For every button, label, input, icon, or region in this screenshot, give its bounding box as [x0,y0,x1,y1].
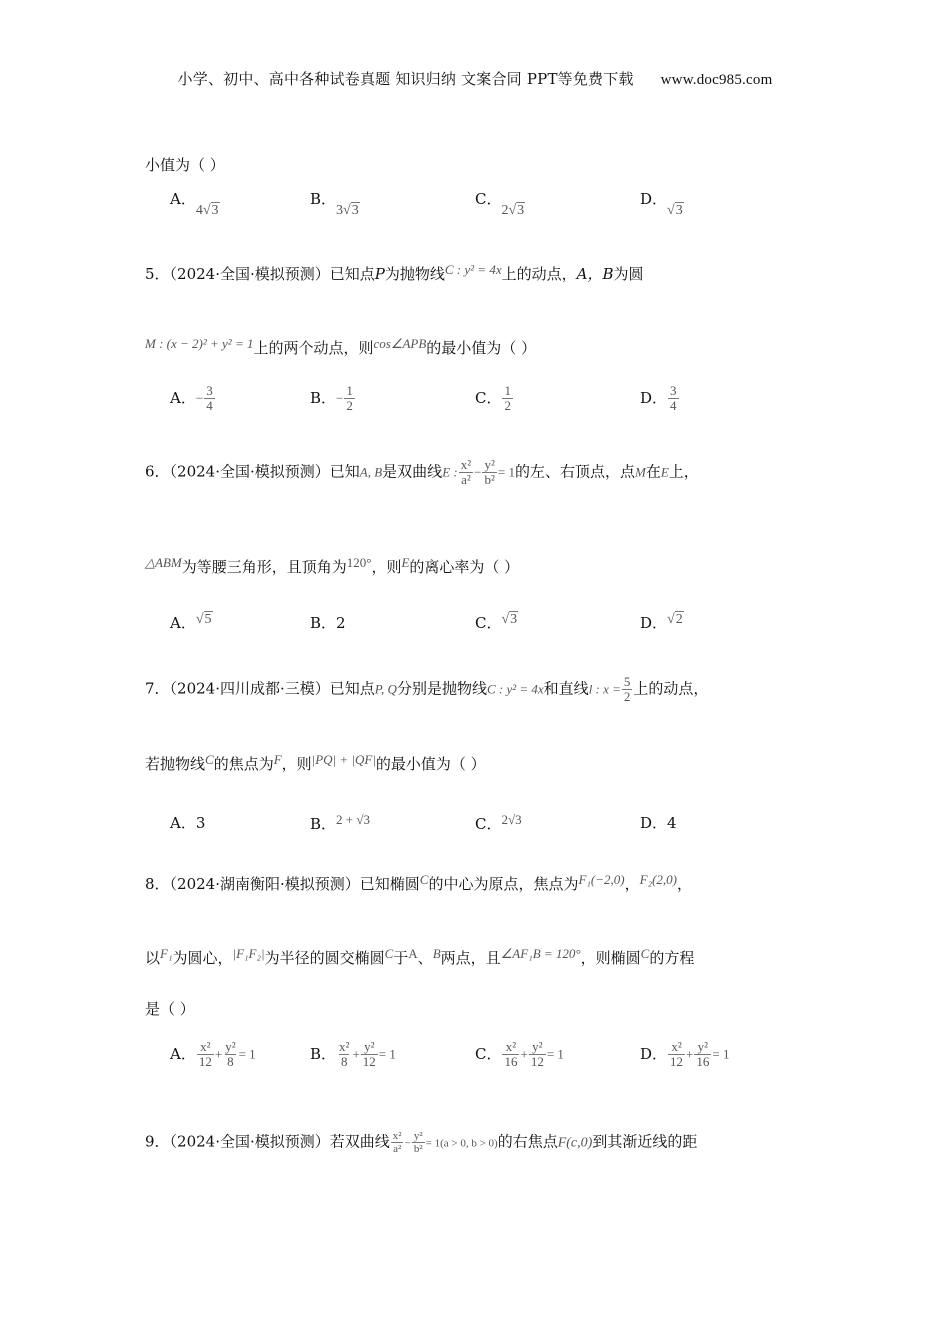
q6-option-a[interactable]: A．√5 [170,612,212,632]
q6-options [170,612,830,652]
q6-line-1: 6．（2024·全国·模拟预测）已知A, B是双曲线E : $\frac{\text{x²}}{\text{a²}}$ − $\frac{\text{y²}}{\text{b²}}$ = 1的左、右顶点，点M在E上， [145,457,699,487]
q7-option-d[interactable]: D．4 [640,814,677,832]
q5-option-a[interactable]: A．− $\frac{3}{4}$ [170,383,213,413]
q8-option-c[interactable]: C． $\frac{\text{x²}}{16}$ + $\frac{\text{y²}}{12}$ = 1 [475,1039,564,1069]
q4-tail: 小值为（ ） [145,156,225,174]
q8-line-1: 8．（2024·湖南衡阳·模拟预测）已知椭圆C的中心为原点，焦点为F₁(−2,0)，F₂(2,0)， [145,872,693,893]
q7-line-1: 7．（2024·四川成都·三模）已知点P, Q分别是抛物线C : y² = 4x和直线l : x = $\frac{5}{2}$ 上的动点， [145,674,709,704]
q6-option-c[interactable]: C．√3 [475,612,518,632]
q7-option-b[interactable]: B．2 + √3 [310,812,370,833]
q4-option-d[interactable]: D．√3 [640,190,683,218]
header-site-link[interactable]: www.doc985.com [660,72,773,88]
q7-line-2: 若抛物线C的焦点为F，则|PQ| + |QF|的最小值为（ ） [145,752,486,773]
q6-line-2: △ABM为等腰三角形，且顶角为120°，则E的离心率为（ ） [145,555,520,576]
header-text: 小学、初中、高中各种试卷真题 知识归纳 文案合同 PPT等免费下载 [177,70,634,88]
q5-option-c[interactable]: C． $\frac{1}{2}$ [475,383,511,413]
q4-option-c[interactable]: C．2√3 [475,190,525,218]
q7-option-c[interactable]: C．2√3 [475,812,522,833]
q8-option-d[interactable]: D． $\frac{\text{x²}}{12}$ + $\frac{\text{y²}}{16}$ = 1 [640,1039,730,1069]
q6-option-d[interactable]: D．√2 [640,612,683,632]
q8-options [170,1040,830,1080]
q8-line-2: 以F₁为圆心，|F₁F₂|为半径的圆交椭圆C于A、B两点，且∠AF₁B = 120°，则椭圆C的方程 [145,946,695,967]
q5-expr: cos∠APB [373,336,427,351]
q4-option-b[interactable]: B．3√3 [310,190,359,218]
q9-line-1: 9．（2024·全国·模拟预测）若双曲线 $\frac{\text{x²}}{\text{a²}}$ − $\frac{\text{y²}}{\text{b²}}$ = 1(a > 0, b > 0)的右焦点F(c,0)到其渐近线的距 [145,1130,698,1155]
q8-option-b[interactable]: B． $\frac{\text{x²}}{8}$ + $\frac{\text{y²}}{12}$ = 1 [310,1039,396,1069]
q6-option-b[interactable]: B．2 [310,614,346,632]
q5-line-1: 5．（2024·全国·模拟预测）已知点P为抛物线C : y² = 4x上的动点，A，B为圆 [145,262,644,283]
q8-option-a[interactable]: A． $\frac{\text{x²}}{12}$ + $\frac{\text{y²}}{8}$ = 1 [170,1039,256,1069]
q5-option-d[interactable]: D． $\frac{3}{4}$ [640,383,677,413]
q5-option-b[interactable]: B．− $\frac{1}{2}$ [310,383,353,413]
q8-line-3: 是（ ） [145,1000,195,1018]
page-header [0,68,950,89]
q4-option-a[interactable]: A．4√3 [170,190,219,218]
q7-option-a[interactable]: A．3 [170,814,206,832]
q4-options [170,190,830,238]
q5-line-2: M : (x − 2)² + y² = 1上的两个动点，则cos∠APB的最小值为（ ） [145,336,537,357]
q5-circle: M : (x − 2)² + y² = 1 [145,336,254,351]
q7-options [170,812,830,852]
q5-options [170,384,830,424]
q5-parabola: C : y² = 4x [444,262,502,277]
